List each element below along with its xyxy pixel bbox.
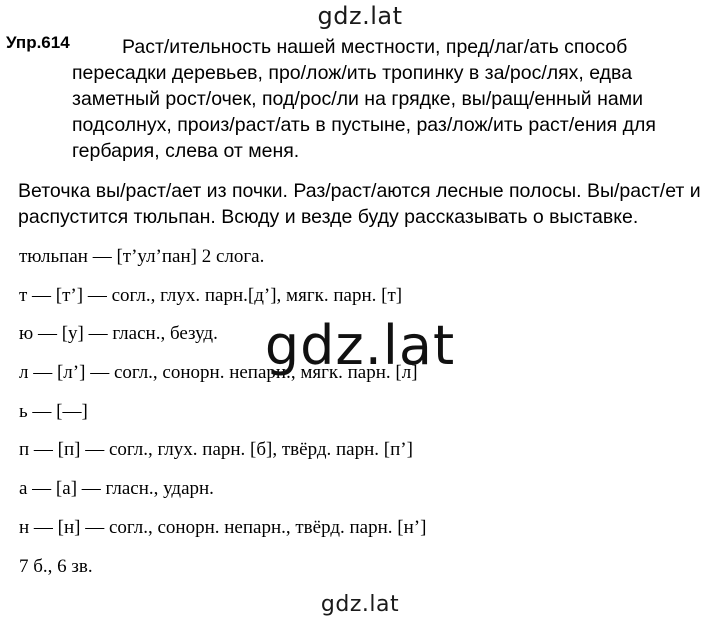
phonetic-analysis: [19, 244, 426, 592]
paragraph-1-line: Раст/ительность нашей местности, пред/лаг/ать способ: [122, 36, 628, 58]
analysis-line: ю — [у] — гласн., безуд.: [19, 323, 218, 345]
analysis-line: а — [а] — гласн., ударн.: [19, 478, 214, 500]
paragraph-1-line: подсолнух, произ/раст/ать в пустыне, раз/лож/ить раст/ения для: [72, 114, 656, 136]
watermark-top: gdz.lat: [317, 2, 403, 30]
analysis-line: ь — [—]: [19, 400, 88, 422]
analysis-line: п — [п] — согл., глух. парн. [б], твёрд. парн. [п’]: [19, 439, 413, 461]
analysis-line: л — [л’] — согл., сонорн. непарн., мягк. парн. [л]: [19, 362, 418, 384]
watermark-middle: gdz.lat: [264, 314, 456, 377]
exercise-paragraph-1: [72, 34, 672, 164]
paragraph-1-line: заметный рост/очек, под/рос/ли на грядке, вы/ращ/енный нами: [72, 88, 644, 110]
paragraph-2-line: распустится тюльпан. Всюду и везде буду рассказывать о выставке.: [18, 206, 639, 228]
watermark-bottom: gdz.lat: [320, 592, 400, 617]
analysis-line: 7 б., 6 зв.: [19, 555, 93, 577]
analysis-line: т — [т’] — согл., глух. парн.[д’], мягк. парн. [т]: [19, 284, 403, 306]
paragraph-1-line: гербария, слева от меня.: [72, 140, 300, 162]
paragraph-2-line: Веточка вы/раст/ает из почки. Раз/раст/аются лесные полосы. Вы/раст/ет и: [18, 180, 701, 202]
analysis-line: тюльпан — [т’ул’пан] 2 слога.: [19, 246, 265, 267]
paragraph-1-line: пересадки деревьев, про/лож/ить тропинку в за/рос/лях, едва: [72, 62, 633, 84]
exercise-paragraph-2: [18, 178, 708, 230]
exercise-label: Упр.614: [6, 33, 70, 52]
analysis-line: н — [н] — согл., сонорн. непарн., твёрд. парн. [н’]: [19, 516, 427, 538]
